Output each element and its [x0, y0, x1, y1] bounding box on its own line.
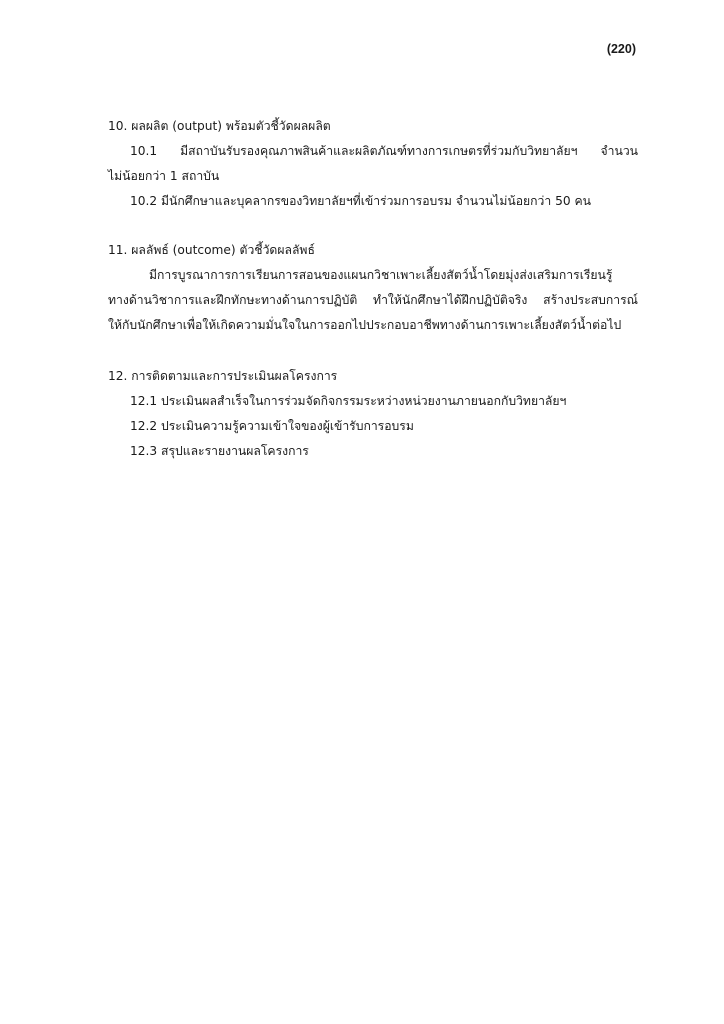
section-11-outcome	[108, 238, 638, 338]
item-12-3: 12.3 สรุปและรายงานผลโครงการ	[130, 444, 309, 458]
outcome-paragraph-line-3: ให้กับนักศึกษาเพื่อให้เกิดความมั่นใจในการออกไปประกอบอาชีพทางด้านการเพาะเลี้ยงสัตว์น้ำต่อไป	[108, 318, 622, 332]
outcome-paragraph-line-2: ทางด้านวิชาการและฝึกทักษะทางด้านการปฏิบัติ ทำให้นักศึกษาได้ฝึกปฏิบัติจริง สร้างประสบการณ์	[108, 293, 638, 307]
section-10-output	[108, 114, 638, 214]
section-spacer	[108, 338, 638, 364]
section-12-heading: 12. การติดตามและการประเมินผลโครงการ	[108, 369, 338, 383]
section-10-heading: 10. ผลผลิต (output) พร้อมตัวชี้วัดผลผลิต	[108, 119, 331, 133]
item-10-1-line-2: ไม่น้อยกว่า 1 สถาบัน	[108, 169, 220, 183]
item-12-2: 12.2 ประเมินความรู้ความเข้าใจของผู้เข้ารับการอบรม	[130, 419, 414, 433]
section-11-heading: 11. ผลลัพธ์ (outcome) ตัวชี้วัดผลลัพธ์	[108, 243, 315, 257]
item-12-1: 12.1 ประเมินผลสำเร็จในการร่วมจัดกิจกรรมระหว่างหน่วยงานภายนอกกับวิทยาลัยฯ	[130, 394, 567, 408]
item-10-1-line-1: 10.1 มีสถาบันรับรองคุณภาพสินค้าและผลิตภัณฑ์ทางการเกษตรที่ร่วมกับวิทยาลัยฯ จำนวน	[130, 144, 638, 158]
page-number: (220)	[606, 42, 636, 56]
section-spacer	[108, 214, 638, 238]
item-10-2: 10.2 มีนักศึกษาและบุคลากรของวิทยาลัยฯที่เข้าร่วมการอบรม จำนวนไม่น้อยกว่า 50 คน	[130, 194, 591, 208]
section-12-evaluation	[108, 364, 638, 464]
outcome-paragraph-line-1: มีการบูรณาการการเรียนการสอนของแผนกวิชาเพาะเลี้ยงสัตว์น้ำโดยมุ่งส่งเสริมการเรียนรู้	[149, 268, 613, 282]
document-body	[108, 114, 638, 464]
